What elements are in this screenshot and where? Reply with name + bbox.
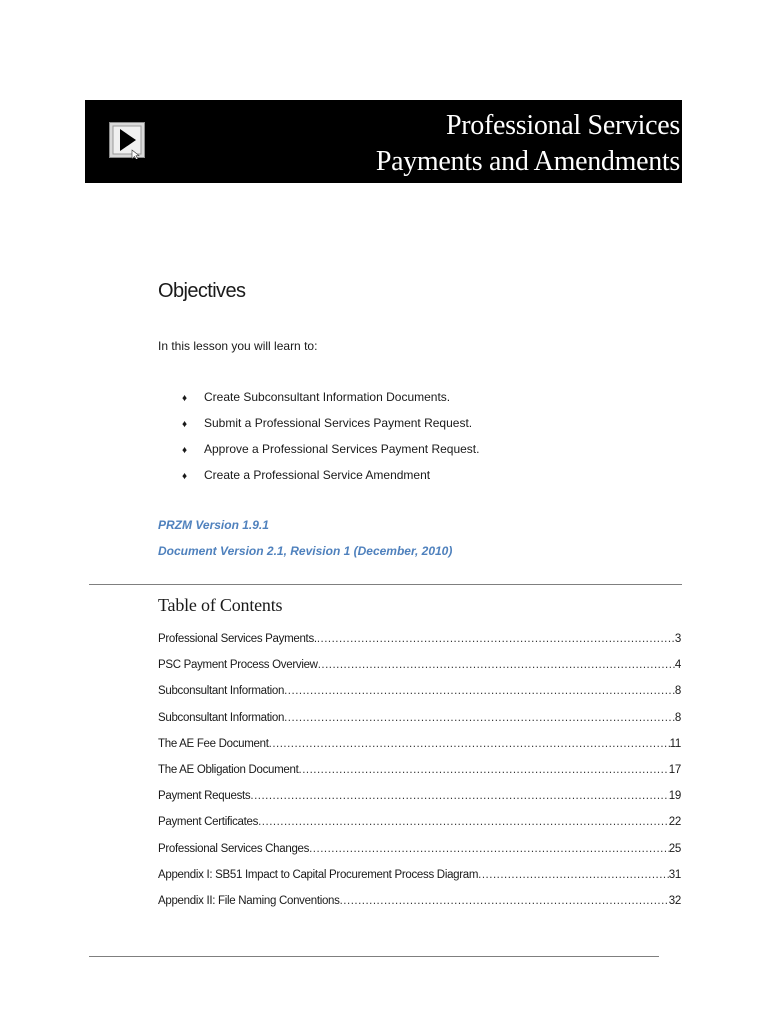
diamond-bullet-icon: ♦ bbox=[182, 419, 188, 430]
dot-leader bbox=[299, 764, 669, 776]
toc-entry[interactable] bbox=[158, 626, 681, 652]
toc-entry[interactable] bbox=[158, 836, 681, 862]
toc-entry[interactable] bbox=[158, 757, 681, 783]
toc-entry-title: Appendix I: SB51 Impact to Capital Procurement Process Diagram bbox=[158, 868, 479, 881]
toc-page-number: 22 bbox=[668, 816, 681, 829]
play-button-icon bbox=[108, 121, 146, 159]
toc-entry-title: The AE Obligation Document bbox=[158, 764, 299, 777]
document-title bbox=[376, 108, 680, 180]
toc-entry-title: Subconsultant Information bbox=[158, 711, 285, 724]
toc-page-number: 25 bbox=[668, 842, 681, 855]
toc-entry[interactable] bbox=[158, 731, 681, 757]
objectives-heading: Objectives bbox=[158, 280, 246, 302]
list-item bbox=[182, 389, 479, 415]
dot-leader bbox=[284, 712, 675, 724]
toc-page-number: 11 bbox=[669, 737, 681, 750]
toc-page-number: 17 bbox=[668, 764, 681, 777]
section-divider bbox=[89, 584, 682, 585]
list-item bbox=[182, 441, 479, 467]
objective-text: Submit a Professional Services Payment Request. bbox=[204, 416, 473, 430]
toc-page-number: 8 bbox=[674, 685, 681, 698]
title-line-2: Payments and Amendments bbox=[375, 146, 680, 177]
objectives-list bbox=[182, 389, 479, 493]
header-banner bbox=[85, 100, 682, 183]
przm-version: PRZM Version 1.9.1 bbox=[158, 518, 269, 532]
toc-entry[interactable] bbox=[158, 809, 681, 835]
toc-heading: Table of Contents bbox=[158, 595, 283, 615]
diamond-bullet-icon: ♦ bbox=[182, 393, 188, 404]
toc-page-number: 3 bbox=[674, 633, 681, 646]
toc-entry[interactable] bbox=[158, 862, 681, 888]
title-line-1: Professional Services bbox=[446, 110, 680, 141]
objective-text: Create Subconsultant Information Documents. bbox=[204, 390, 451, 404]
objective-text: Approve a Professional Services Payment Request. bbox=[204, 442, 480, 456]
toc-entry[interactable] bbox=[158, 888, 681, 914]
toc-entry[interactable] bbox=[158, 678, 681, 704]
toc-page-number: 32 bbox=[668, 894, 681, 907]
toc-page-number: 19 bbox=[668, 790, 681, 803]
table-of-contents bbox=[158, 626, 681, 914]
toc-entry[interactable] bbox=[158, 652, 681, 678]
objectives-intro: In this lesson you will learn to: bbox=[158, 339, 318, 353]
diamond-bullet-icon: ♦ bbox=[182, 471, 188, 482]
document-version: Document Version 2.1, Revision 1 (December, 2010) bbox=[158, 544, 453, 558]
dot-leader bbox=[258, 816, 669, 828]
toc-entry[interactable] bbox=[158, 783, 681, 809]
toc-entry-title: Subconsultant Information bbox=[158, 685, 285, 698]
dot-leader bbox=[250, 790, 668, 802]
toc-page-number: 31 bbox=[668, 868, 681, 881]
dot-leader bbox=[269, 738, 670, 750]
toc-page-number: 4 bbox=[674, 659, 681, 672]
dot-leader bbox=[478, 869, 669, 881]
toc-entry-title: Professional Services Changes bbox=[158, 842, 310, 855]
toc-entry-title: Payment Requests bbox=[158, 790, 251, 803]
dot-leader bbox=[340, 895, 669, 907]
toc-entry-title: PSC Payment Process Overview bbox=[158, 659, 318, 672]
dot-leader bbox=[284, 685, 675, 697]
objective-text: Create a Professional Service Amendment bbox=[204, 468, 431, 482]
toc-entry-title: The AE Fee Document bbox=[158, 737, 269, 750]
toc-entry-title: Payment Certificates bbox=[158, 816, 259, 829]
toc-entry-title: Appendix II: File Naming Conventions bbox=[158, 894, 340, 907]
toc-entry[interactable] bbox=[158, 705, 681, 731]
list-item bbox=[182, 415, 479, 441]
dot-leader bbox=[318, 659, 675, 671]
toc-page-number: 8 bbox=[674, 711, 681, 724]
dot-leader bbox=[309, 843, 669, 855]
diamond-bullet-icon: ♦ bbox=[182, 445, 188, 456]
toc-entry-title: Professional Services Payments. bbox=[158, 633, 317, 646]
footer-divider bbox=[89, 956, 659, 957]
dot-leader bbox=[317, 633, 675, 645]
list-item bbox=[182, 467, 479, 493]
